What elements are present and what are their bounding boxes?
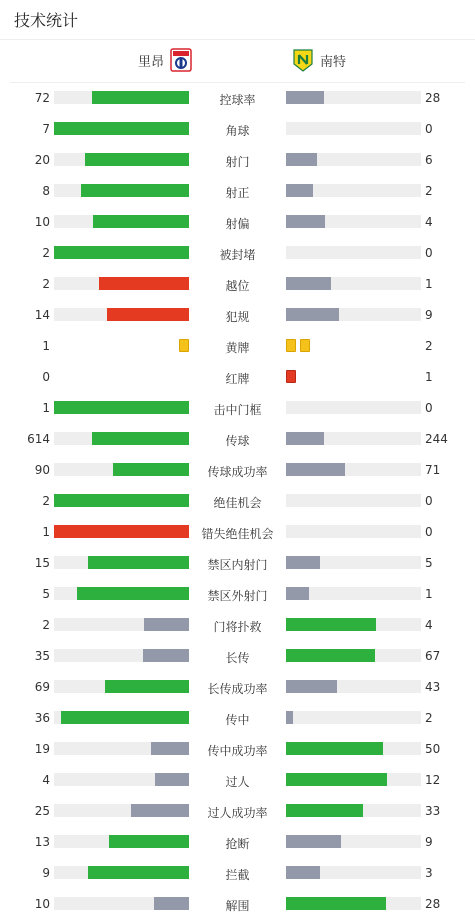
home-value: 7 <box>42 122 50 136</box>
away-bar-track <box>286 680 421 693</box>
home-value: 2 <box>42 494 50 508</box>
home-bar-track <box>54 680 189 693</box>
stats-list <box>0 83 475 920</box>
home-bar-track <box>54 494 189 507</box>
stat-row <box>0 393 475 424</box>
away-bar-track <box>286 308 421 321</box>
stat-row <box>0 145 475 176</box>
home-bar-track <box>54 556 189 569</box>
stat-label: 长传成功率 <box>207 682 268 696</box>
away-value: 9 <box>425 308 433 322</box>
away-bar-track <box>286 277 421 290</box>
away-value: 71 <box>425 463 441 477</box>
home-bar-fill <box>92 91 189 104</box>
home-bar-track <box>54 587 189 600</box>
red-card-icon <box>286 370 296 383</box>
home-value: 15 <box>34 556 50 570</box>
stat-label: 门将扑救 <box>213 620 262 634</box>
away-bar-fill <box>286 866 320 879</box>
away-bar-fill <box>286 277 331 290</box>
home-bar-track <box>54 649 189 662</box>
stat-label: 红牌 <box>225 372 250 386</box>
away-value: 244 <box>425 432 448 446</box>
away-value: 6 <box>425 153 433 167</box>
away-value: 0 <box>425 401 433 415</box>
home-value: 35 <box>34 649 50 663</box>
away-bar-fill <box>286 680 337 693</box>
stat-label: 传中 <box>225 713 250 727</box>
away-bar-track <box>286 804 421 817</box>
home-bar-track <box>54 153 189 166</box>
home-value: 2 <box>42 618 50 632</box>
away-bar-track <box>286 649 421 662</box>
stat-row <box>0 424 475 455</box>
stat-row <box>0 548 475 579</box>
away-bar-fill <box>286 835 341 848</box>
away-bar-track <box>286 494 421 507</box>
away-bar-fill <box>286 804 363 817</box>
home-value: 5 <box>42 587 50 601</box>
away-bar-track <box>286 401 421 414</box>
stat-row <box>0 610 475 641</box>
home-value: 8 <box>42 184 50 198</box>
stat-label: 拦截 <box>225 868 250 882</box>
away-bar-fill <box>286 742 383 755</box>
stat-label: 击中门框 <box>213 403 262 417</box>
home-bar-track <box>54 463 189 476</box>
home-value: 20 <box>34 153 50 167</box>
home-bar-fill <box>88 866 189 879</box>
home-bar-fill <box>85 153 189 166</box>
away-bar-fill <box>286 649 375 662</box>
away-bar-fill <box>286 587 309 600</box>
yellow-card-icon <box>300 339 310 352</box>
home-bar-fill <box>54 246 189 259</box>
stat-label: 犯规 <box>225 310 250 324</box>
home-bar-fill <box>54 494 189 507</box>
home-value: 2 <box>42 277 50 291</box>
home-bar-fill <box>61 711 189 724</box>
home-bar-track <box>54 835 189 848</box>
home-value: 10 <box>34 897 50 911</box>
away-bar-track <box>286 525 421 538</box>
away-bar-fill <box>286 556 320 569</box>
stat-row <box>0 269 475 300</box>
away-bar-track <box>286 184 421 197</box>
stat-row <box>0 889 475 920</box>
yellow-card-icon <box>179 339 189 352</box>
stats-header <box>0 0 475 40</box>
away-bar-track <box>286 215 421 228</box>
away-value: 67 <box>425 649 441 663</box>
home-bar-track <box>54 866 189 879</box>
away-value: 5 <box>425 556 433 570</box>
away-value: 9 <box>425 835 433 849</box>
stat-label: 传中成功率 <box>207 744 268 758</box>
away-bar-track <box>286 711 421 724</box>
home-bar-fill <box>92 432 189 445</box>
stat-label: 抢断 <box>225 837 250 851</box>
stat-label: 传球 <box>225 434 250 448</box>
away-team-name: 南特 <box>320 54 347 70</box>
away-value: 28 <box>425 897 441 911</box>
stat-label: 射正 <box>225 186 250 200</box>
away-bar-fill <box>286 897 386 910</box>
home-team[interactable] <box>138 48 192 72</box>
away-bar-track <box>286 742 421 755</box>
away-bar-track <box>286 773 421 786</box>
home-bar-track <box>54 711 189 724</box>
yellow-card-icon <box>286 339 296 352</box>
stat-label: 错失绝佳机会 <box>201 527 274 541</box>
away-value: 1 <box>425 370 433 384</box>
home-bar-fill <box>155 773 189 786</box>
stat-row <box>0 176 475 207</box>
stat-label: 过人成功率 <box>207 806 268 820</box>
stat-row <box>0 486 475 517</box>
lyon-badge-icon <box>170 48 192 72</box>
home-bar-fill <box>54 122 189 135</box>
home-value: 2 <box>42 246 50 260</box>
away-bar-fill <box>286 618 376 631</box>
away-bar-fill <box>286 711 293 724</box>
away-bar-fill <box>286 215 325 228</box>
away-value: 28 <box>425 91 441 105</box>
home-bar-track <box>54 401 189 414</box>
away-bar-track <box>286 618 421 631</box>
away-bar-track <box>286 91 421 104</box>
stat-label: 被封堵 <box>219 248 256 262</box>
away-bar-track <box>286 122 421 135</box>
stat-row <box>0 517 475 548</box>
away-value: 4 <box>425 618 433 632</box>
home-bar-fill <box>143 649 189 662</box>
away-value: 2 <box>425 711 433 725</box>
home-bar-track <box>54 432 189 445</box>
home-bar-fill <box>113 463 189 476</box>
away-bar-fill <box>286 432 324 445</box>
home-bar-track <box>54 308 189 321</box>
home-bar-track <box>54 897 189 910</box>
stat-row <box>0 796 475 827</box>
away-value: 1 <box>425 587 433 601</box>
stat-label: 禁区外射门 <box>207 589 268 603</box>
away-value: 0 <box>425 494 433 508</box>
stat-label: 禁区内射门 <box>207 558 268 572</box>
stat-label: 黄牌 <box>225 341 250 355</box>
home-value: 14 <box>34 308 50 322</box>
away-cards <box>286 339 310 352</box>
home-value: 13 <box>34 835 50 849</box>
stat-row <box>0 83 475 114</box>
home-value: 19 <box>34 742 50 756</box>
home-value: 36 <box>34 711 50 725</box>
stat-row <box>0 827 475 858</box>
away-bar-fill <box>286 308 339 321</box>
home-value: 614 <box>27 432 50 446</box>
home-bar-track <box>54 773 189 786</box>
home-bar-track <box>54 246 189 259</box>
home-bar-track <box>54 122 189 135</box>
home-value: 1 <box>42 525 50 539</box>
stat-label: 解围 <box>225 899 250 913</box>
away-value: 4 <box>425 215 433 229</box>
away-bar-track <box>286 866 421 879</box>
stat-row <box>0 455 475 486</box>
home-bar-track <box>54 525 189 538</box>
away-value: 33 <box>425 804 441 818</box>
home-value: 9 <box>42 866 50 880</box>
away-bar-track <box>286 897 421 910</box>
stat-label: 绝佳机会 <box>213 496 262 510</box>
home-bar-track <box>54 742 189 755</box>
home-bar-fill <box>77 587 189 600</box>
home-value: 10 <box>34 215 50 229</box>
away-team[interactable] <box>292 48 346 72</box>
stat-label: 越位 <box>225 279 250 293</box>
stat-row <box>0 765 475 796</box>
away-bar-track <box>286 835 421 848</box>
home-value: 90 <box>34 463 50 477</box>
home-bar-track <box>54 91 189 104</box>
stat-label: 过人 <box>225 775 250 789</box>
away-bar-track <box>286 463 421 476</box>
home-bar-fill <box>107 308 189 321</box>
away-value: 0 <box>425 525 433 539</box>
away-value: 3 <box>425 866 433 880</box>
home-value: 4 <box>42 773 50 787</box>
home-bar-fill <box>154 897 189 910</box>
stat-row <box>0 579 475 610</box>
home-bar-fill <box>93 215 189 228</box>
home-bar-fill <box>131 804 189 817</box>
home-value: 1 <box>42 339 50 353</box>
home-bar-fill <box>151 742 189 755</box>
stat-row <box>0 734 475 765</box>
away-value: 2 <box>425 184 433 198</box>
stat-row <box>0 207 475 238</box>
away-value: 50 <box>425 742 441 756</box>
stat-label: 控球率 <box>219 93 256 107</box>
home-bar-fill <box>88 556 189 569</box>
stat-row <box>0 362 475 393</box>
away-bar-fill <box>286 184 313 197</box>
away-bar-fill <box>286 153 317 166</box>
home-value: 25 <box>34 804 50 818</box>
away-bar-track <box>286 153 421 166</box>
home-bar-fill <box>54 525 189 538</box>
stat-label: 射偏 <box>225 217 250 231</box>
stat-row <box>0 114 475 145</box>
stat-row <box>0 858 475 889</box>
away-value: 12 <box>425 773 441 787</box>
home-bar-fill <box>99 277 189 290</box>
home-bar-fill <box>105 680 189 693</box>
stat-row <box>0 672 475 703</box>
stat-row <box>0 703 475 734</box>
stat-row <box>0 238 475 269</box>
home-value: 1 <box>42 401 50 415</box>
away-bar-track <box>286 587 421 600</box>
team-header <box>10 40 465 83</box>
home-bar-track <box>54 277 189 290</box>
home-bar-track <box>54 804 189 817</box>
home-team-name: 里昂 <box>138 54 165 70</box>
away-bar-fill <box>286 91 324 104</box>
home-bar-track <box>54 184 189 197</box>
away-value: 1 <box>425 277 433 291</box>
away-value: 43 <box>425 680 441 694</box>
away-cards <box>286 370 296 383</box>
stat-row <box>0 641 475 672</box>
away-value: 0 <box>425 246 433 260</box>
home-value: 72 <box>34 91 50 105</box>
away-bar-fill <box>286 773 387 786</box>
stat-row <box>0 300 475 331</box>
home-bar-fill <box>81 184 189 197</box>
home-bar-track <box>54 215 189 228</box>
home-value: 0 <box>42 370 50 384</box>
stat-row <box>0 331 475 362</box>
stat-label: 射门 <box>225 155 250 169</box>
nantes-badge-icon <box>292 48 314 72</box>
home-cards <box>179 339 189 352</box>
home-bar-track <box>54 618 189 631</box>
away-bar-track <box>286 432 421 445</box>
home-bar-fill <box>144 618 189 631</box>
home-bar-fill <box>54 401 189 414</box>
away-bar-fill <box>286 463 345 476</box>
stat-label: 角球 <box>225 124 250 138</box>
away-value: 2 <box>425 339 433 353</box>
stat-label: 传球成功率 <box>207 465 268 479</box>
away-bar-track <box>286 246 421 259</box>
home-bar-fill <box>109 835 189 848</box>
page-title: 技术统计 <box>14 11 79 30</box>
home-value: 69 <box>34 680 50 694</box>
away-bar-track <box>286 556 421 569</box>
away-value: 0 <box>425 122 433 136</box>
stat-label: 长传 <box>225 651 250 665</box>
